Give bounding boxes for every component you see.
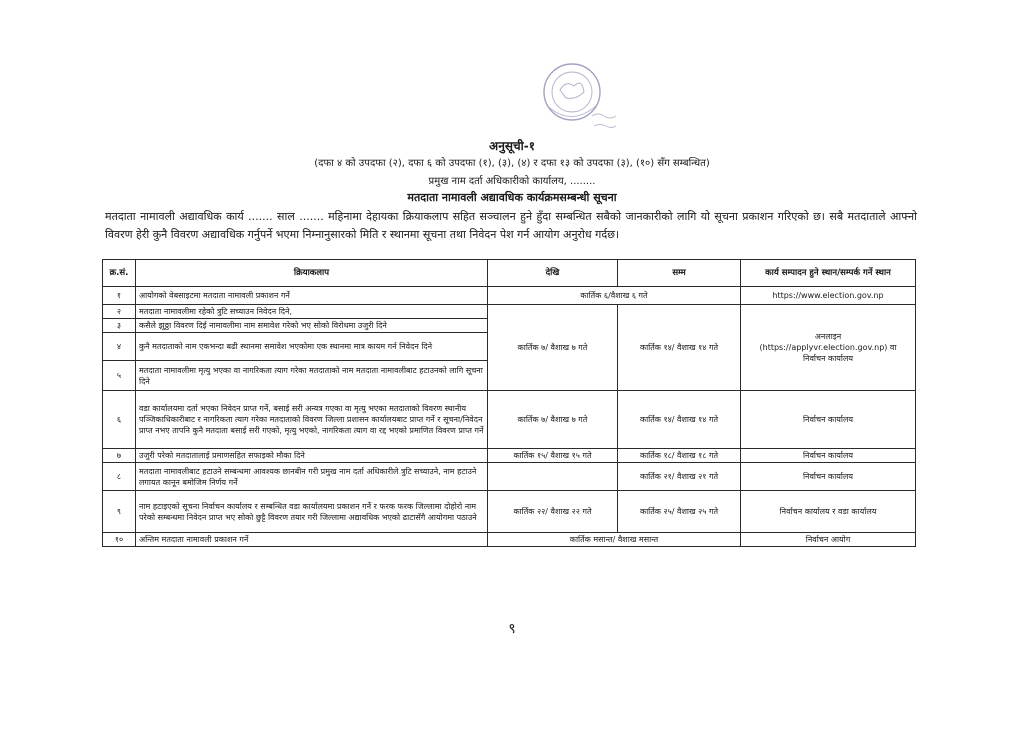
legal-reference: (दफा ४ को उपदफा (२), दफा ६ को उपदफा (१), (३), (४) र दफा १३ को उपदफा (३), (१०) सँग सम्बन्धित) <box>314 158 710 169</box>
page-number: ९ <box>508 621 516 637</box>
online-apply-link[interactable]: (https://applyvr.election.gov.np) वा <box>759 343 897 352</box>
table-row <box>103 287 916 305</box>
row-to-date: कार्तिक १८/ वैशाख १८ गते <box>618 449 741 463</box>
row-sn: २ <box>103 305 136 319</box>
row-sn: ८ <box>103 463 136 491</box>
row-sn: ६ <box>103 391 136 449</box>
row-from-date: कार्तिक १५/ वैशाख १५ गते <box>488 449 618 463</box>
header-activity: क्रियाकलाप <box>136 260 488 287</box>
website-link[interactable]: https://www.election.gov.np <box>741 287 916 305</box>
row-location <box>741 305 916 391</box>
row-activity: नाम हटाइएको सूचना निर्वाचन कार्यालय र सम्बन्धित वडा कार्यालयमा प्रकाशन गर्ने र फरक फरक जिल्लामा दोहोरो नाम परेको सम्बन्धमा निवेदन प्राप्त भए सोको छुट्टै विवरण तयार गरी जिल्लामा अद्यावधिक भएको ढाटासँगै आयोगमा पठाउने <box>136 491 488 533</box>
row-sn: ७ <box>103 449 136 463</box>
row-to-date: कार्तिक १४/ वैशाख १४ गते <box>618 391 741 449</box>
schedule-title: अनुसूची-१ <box>489 139 535 153</box>
row-location: निर्वाचन कार्यालय <box>741 449 916 463</box>
table-row <box>103 391 916 449</box>
row-to-date: कार्तिक २५/ वैशाख २५ गते <box>618 491 741 533</box>
table-row <box>103 463 916 491</box>
row-activity: मतदाता नामावलीबाट हटाउने सम्बन्धमा आवश्यक छानबीन गरी प्रमुख नाम दर्ता अधिकारीले त्रुटि सच्याउने, नाम हटाउने लगायत कानून बमोजिम निर्णय गर्ने <box>136 463 488 491</box>
row-from-date <box>488 463 618 491</box>
row-from-date: कार्तिक ७/ वैशाख ७ गते <box>488 305 618 391</box>
row-location: निर्वाचन कार्यालय र वडा कार्यालय <box>741 491 916 533</box>
row-sn: १० <box>103 533 136 547</box>
row-to-date: कार्तिक २१/ वैशाख २१ गते <box>618 463 741 491</box>
row-activity: कसैले झुठ्ठा विवरण दिई नामावलीमा नाम समावेश गरेको भए सोको विरोधमा उजुरी दिने <box>136 319 488 333</box>
official-seal-stamp <box>536 56 626 140</box>
schedule-table <box>102 259 916 547</box>
row-location: निर्वाचन कार्यालय <box>741 463 916 491</box>
row-activity: मतदाता नामावलीमा रहेको त्रुटि सच्याउन निवेदन दिने, <box>136 305 488 319</box>
table-row <box>103 533 916 547</box>
header-location: कार्य सम्पादन हुने स्थान/सम्पर्क गर्ने स्थान <box>741 260 916 287</box>
table-row <box>103 449 916 463</box>
row-location: निर्वाचन कार्यालय <box>741 391 916 449</box>
header-from: देखि <box>488 260 618 287</box>
table-row <box>103 305 916 319</box>
intro-paragraph: मतदाता नामावली अद्यावधिक कार्य ....... साल ....... महिनामा देहायका क्रियाकलाप सहित सञ्चालन हुने हुँदा सम्बन्धित सबैको जानकारीको लागि यो सूचना प्रकाशन गरिएको छ। सबै मतदाताले आफ्नो विवरण हेरी कुनै विवरण अद्यावधिक गर्नुपर्ने भएमा निम्नानुसारको मिति र स्थानमा सूचना तथा निवेदन पेश गर्न आयोग अनुरोध गर्दछ। <box>105 210 917 241</box>
row-date-span: कार्तिक ६/वैशाख ६ गते <box>488 287 741 305</box>
location-office-label: निर्वाचन कार्यालय <box>802 354 854 363</box>
office-name: प्रमुख नाम दर्ता अधिकारीको कार्यालय, ........ <box>428 176 596 187</box>
row-activity: वडा कार्यालयमा दर्ता भएका निवेदन प्राप्त गर्ने, बसाई सरी अन्यत्र गएका वा मृत्यु भएका मतदाताको विवरण स्थानीय पञ्जिकाधिकारीबाट र नागरिकता त्याग गरेका मतदाताको विवरण जिल्ला प्रशासन कार्यालयबाट प्राप्त गर्ने र सूचना/निवेदन प्राप्त नभए तापनि कुनै मतदाता बसाई सरी गएको, मृत्यु भएको, नागरिकता त्याग वा रद्द भएको प्रमाणित विवरण प्राप्त गर्ने <box>136 391 488 449</box>
location-online-label: अनलाइन <box>814 332 842 341</box>
row-sn: ५ <box>103 361 136 391</box>
row-sn: ४ <box>103 333 136 361</box>
row-to-date: कार्तिक १४/ वैशाख १४ गते <box>618 305 741 391</box>
row-activity: कुनै मतदाताको नाम एकभन्दा बढी स्थानमा समावेश भएकोमा एक स्थानमा मात्र कायम गर्न निवेदन दिने <box>136 333 488 361</box>
row-sn: १ <box>103 287 136 305</box>
table-row <box>103 491 916 533</box>
row-sn: ९ <box>103 491 136 533</box>
row-activity: मतदाता नामावलीमा मृत्यु भएका वा नागरिकता त्याग गरेका मतदाताको नाम मतदाता नामावलीबाट हटाउनको लागि सूचना दिने <box>136 361 488 391</box>
row-from-date: कार्तिक २२/ वैशाख २२ गते <box>488 491 618 533</box>
header-to: सम्म <box>618 260 741 287</box>
row-sn: ३ <box>103 319 136 333</box>
row-location: निर्वाचन आयोग <box>741 533 916 547</box>
row-activity: आयोगको वेबसाइटमा मतदाता नामावली प्रकाशन गर्ने <box>136 287 488 305</box>
row-activity: उजुरी परेको मतदातालाई प्रमाणसहित सफाइको मौका दिने <box>136 449 488 463</box>
header-sn: क्र.सं. <box>103 260 136 287</box>
row-activity: अन्तिम मतदाता नामावली प्रकाशन गर्ने <box>136 533 488 547</box>
row-from-date: कार्तिक ७/ वैशाख ७ गते <box>488 391 618 449</box>
table-header-row <box>103 260 916 287</box>
row-date-span: कार्तिक मसान्त/ वैशाख मसान्त <box>488 533 741 547</box>
notice-heading: मतदाता नामावली अद्यावधिक कार्यक्रमसम्बन्धी सूचना <box>407 191 617 204</box>
